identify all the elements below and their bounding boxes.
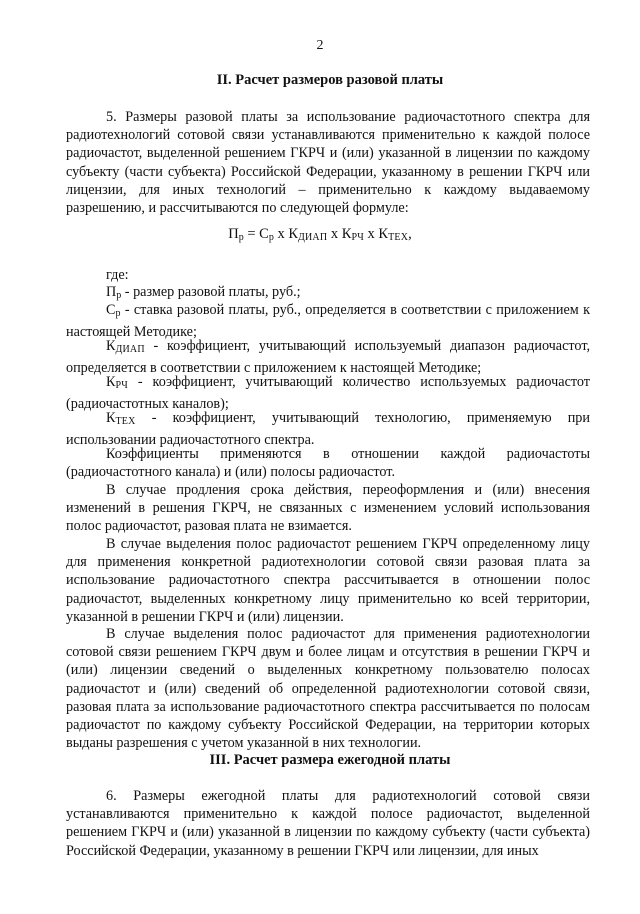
def-ktex-text: - коэффициент, учитывающий технологию, применяемую при использовании радиочастотного спектра. <box>66 410 590 449</box>
formula-end: , <box>408 226 412 242</box>
section-2-heading: II. Расчет размеров разовой платы <box>216 72 444 88</box>
def-krch-sub: РЧ <box>115 380 128 391</box>
def-ktex-symbol: К <box>106 410 116 426</box>
definition-c <box>66 301 590 341</box>
paragraph-6: 6. Размеры ежегодной платы для радиотехнологий сотовой связи устанавливаются применительно к каждой полосе радиочастот, выделенной решением ГКРЧ и (или) указанной в лицензии по каждому субъекту (части субъекта) Российской Федерации, указанному в решении ГКРЧ или лицензии, для иных <box>66 788 590 859</box>
def-kd-symbol: К <box>106 338 116 354</box>
formula-p-sub: р <box>238 232 244 243</box>
payment-formula <box>0 226 640 243</box>
formula-k-tex: К <box>378 226 389 242</box>
formula-c-sub: р <box>268 232 274 243</box>
paragraph-multiple-users: В случае выделения полос радиочастот для применения радиотехнологии сотовой связи решением ГКРЧ двум и более лицам и отсутствия в решении ГКРЧ и (или) лицензии сведений о выделенных конкретному пользователю полосах радиочастот и (или) сведений об определенной радиотехнологии сотовой связи, разовая плата за использование радиочастотного спектра рассчитывается по полосам радиочастот по каждому субъекту Российской Федерации, на территории которых выданы разрешения с учетом указанной в них технологии. <box>66 626 590 752</box>
formula-c: С <box>259 226 269 242</box>
definition-k-diap <box>66 337 590 377</box>
section-3-heading: III. Расчет размера ежегодной платы <box>209 752 451 768</box>
formula-p: П <box>228 226 239 242</box>
def-c-sub: р <box>115 308 121 319</box>
where-label: где: <box>106 267 129 283</box>
formula-x1: x <box>273 226 289 242</box>
def-krch-text: - коэффициент, учитывающий количество используемых радиочастот (радиочастотных каналов); <box>66 374 590 413</box>
def-kd-text: - коэффициент, учитывающий используемый диапазон радиочастот, определяется в соответствии с приложением к настоящей Методике; <box>66 338 590 377</box>
paragraph-single-user: В случае выделения полос радиочастот решением ГКРЧ определенному лицу для применения конкретной радиотехнологии сотовой связи разовая плата за использование радиочастотного спектра рассчитывается в отношении полос радиочастот, выделенных конкретному лицу применительно ко всей территории, указанной в решении ГКРЧ и (или) лицензии. <box>66 536 590 625</box>
def-p-sub: р <box>116 290 122 301</box>
def-p-text: - размер разовой платы, руб.; <box>121 284 301 300</box>
formula-eq: = <box>243 226 260 242</box>
def-c-symbol: С <box>106 302 116 318</box>
def-kd-sub: ДИАП <box>115 344 145 355</box>
formula-x3: x <box>363 226 379 242</box>
definition-k-rch <box>66 373 590 413</box>
page-number: 2 <box>316 38 324 53</box>
paragraph-prolongation: В случае продления срока действия, переоформления и (или) внесения изменений в решения ГКРЧ, не связанных с изменением условий использования полос радиочастот, разовая плата не взимается. <box>66 482 590 535</box>
formula-k-rch: К <box>341 226 352 242</box>
formula-k-diap: К <box>288 226 298 242</box>
definition-k-tex <box>66 409 590 449</box>
def-p-symbol: П <box>106 284 117 300</box>
def-ktex-sub: ТЕХ <box>115 416 136 427</box>
def-krch-symbol: К <box>106 374 116 390</box>
formula-k-tex-sub: ТЕХ <box>388 232 409 243</box>
formula-x2: x <box>327 226 342 242</box>
formula-k-diap-sub: ДИАП <box>297 232 328 243</box>
paragraph-coefficients: Коэффициенты применяются в отношении каждой радиочастоты (радиочастотного канала) и (или) полосы радиочастот. <box>66 446 590 481</box>
formula-k-rch-sub: РЧ <box>351 232 364 243</box>
def-c-text: - ставка разовой платы, руб., определяется в соответствии с приложением к настоящей Методике; <box>66 302 590 341</box>
paragraph-5: 5. Размеры разовой платы за использование радиочастотного спектра для радиотехнологий сотовой связи устанавливаются применительно к каждой полосе радиочастот, выделенной решением ГКРЧ и (или) указанной в лицензии по каждому субъекту (части субъекта) Российской Федерации, указанному в решении ГКРЧ или лицензии, для иных технологий – применительно к каждому выдаваемому разрешению, и рассчитываются по следующей формуле: <box>66 109 590 217</box>
